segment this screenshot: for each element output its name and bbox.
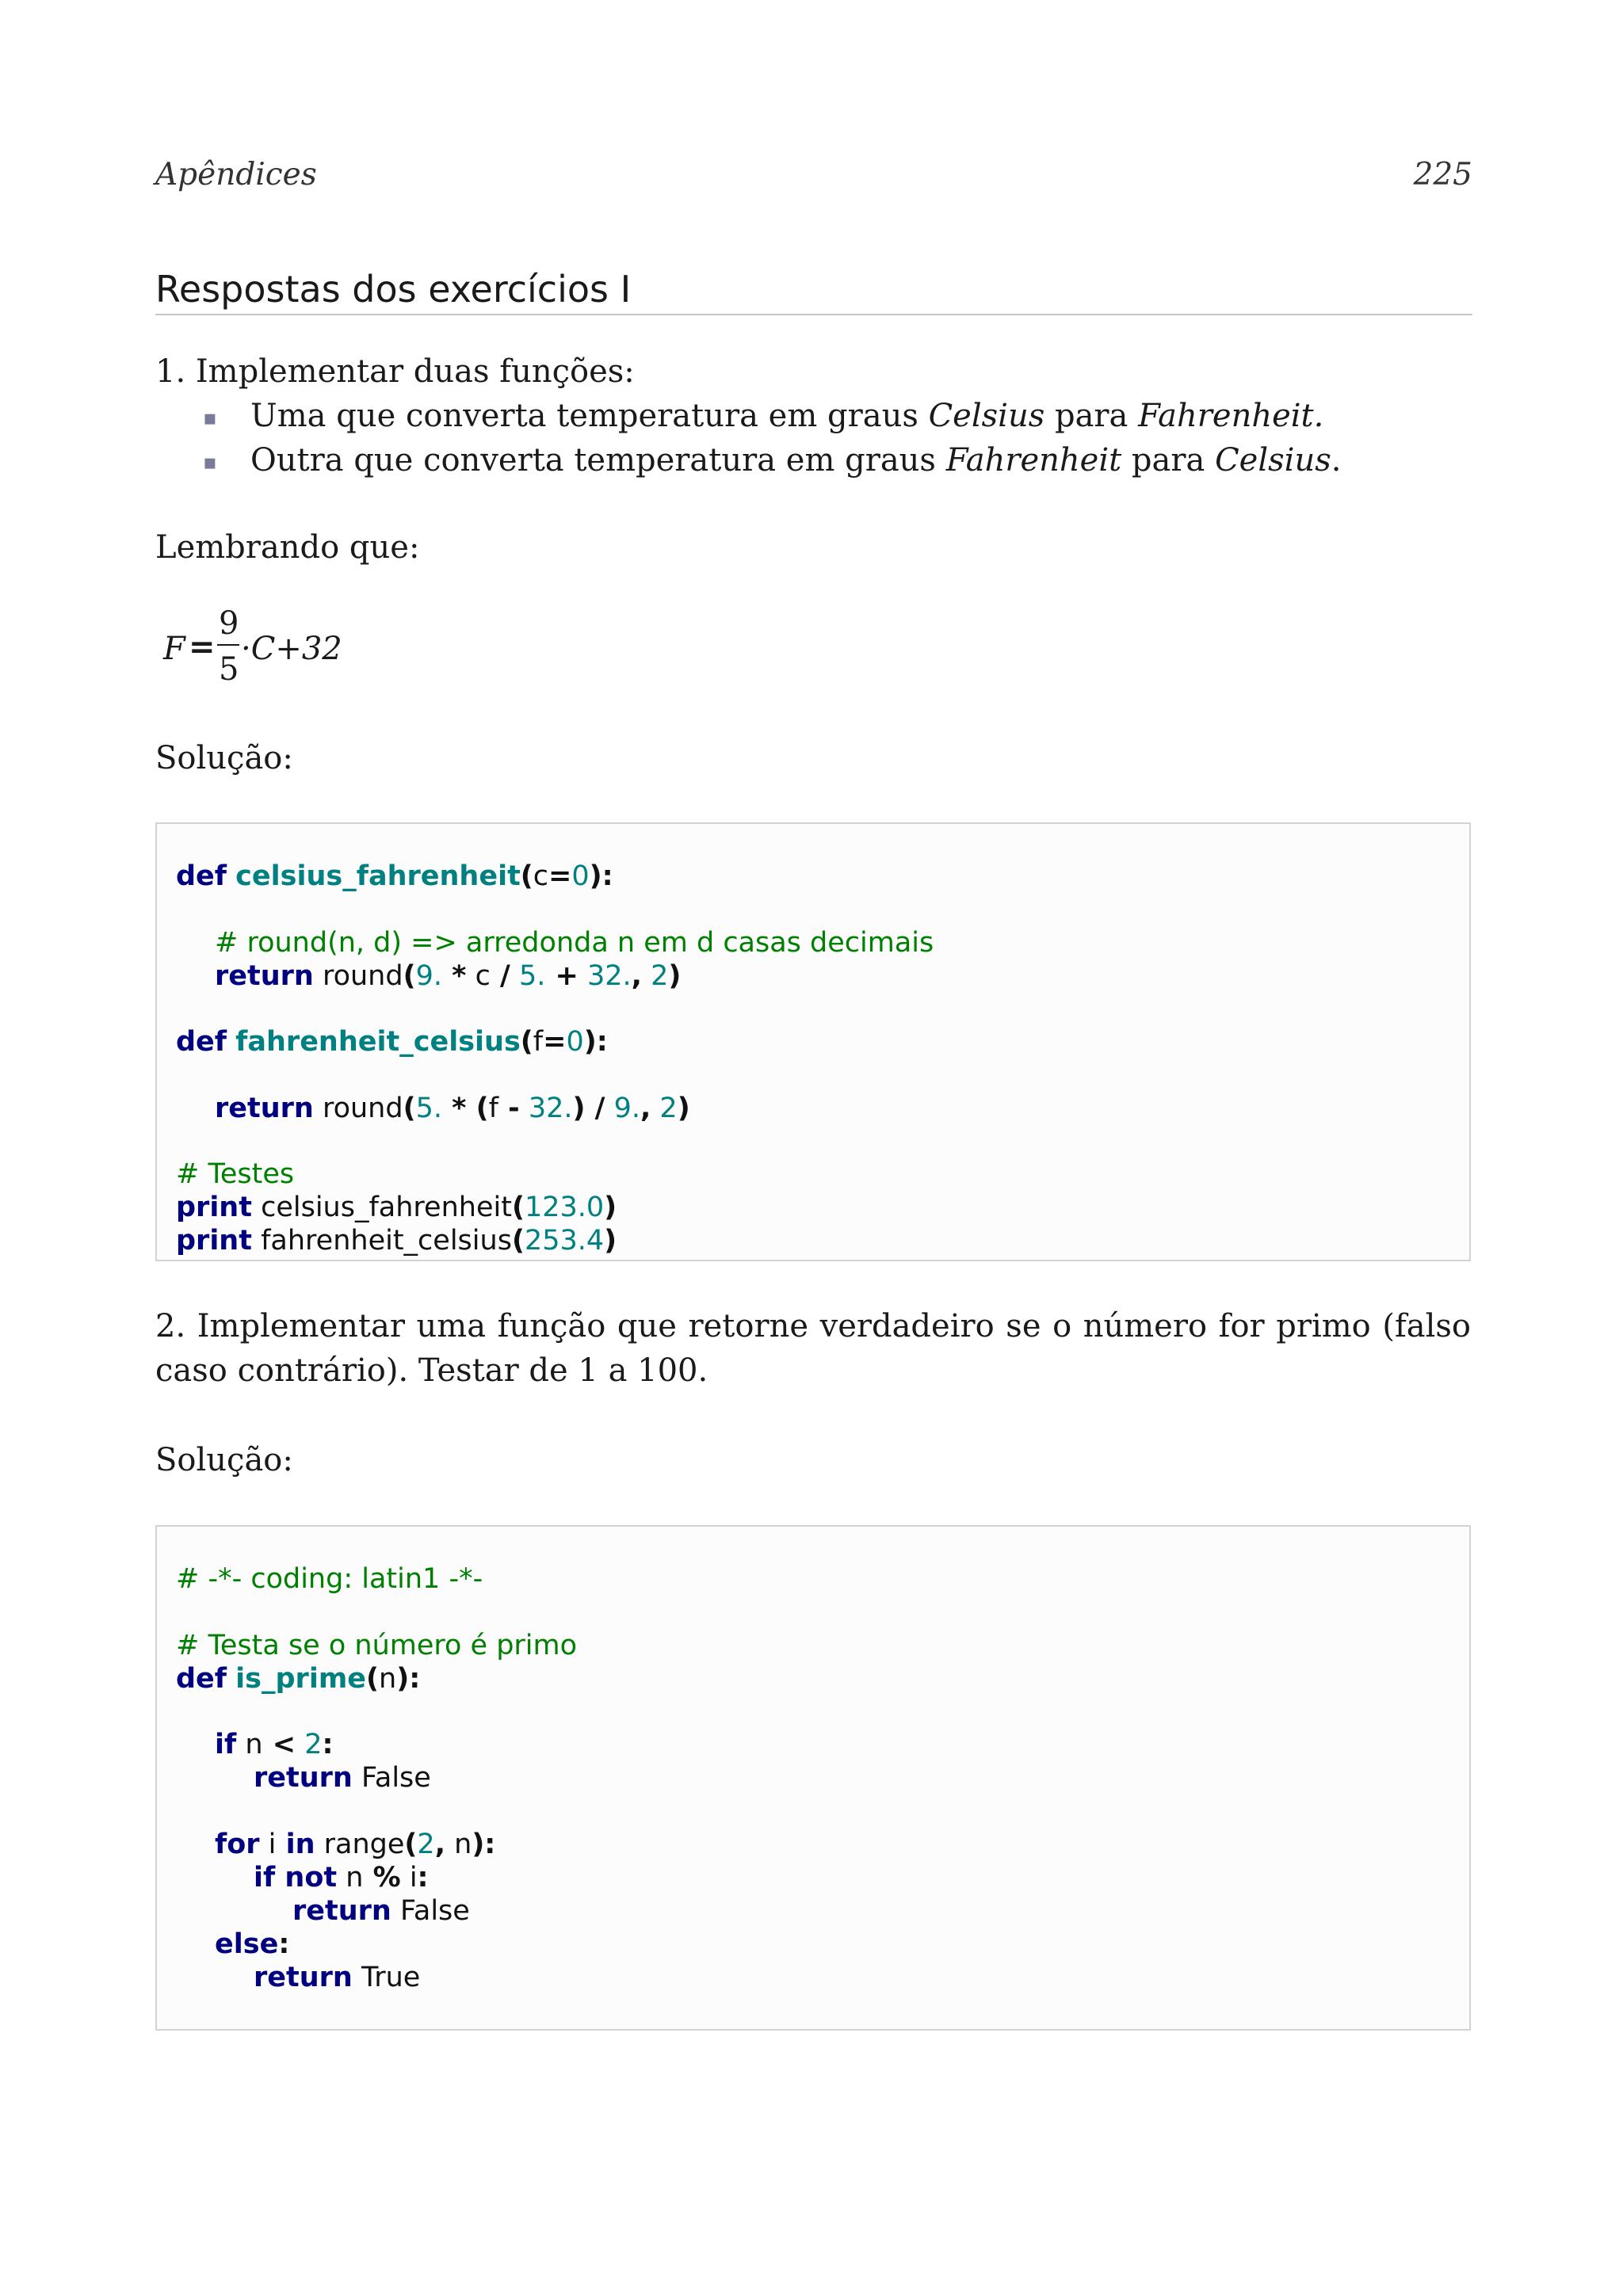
bullet-marker: ▪: [203, 406, 217, 430]
code-line: [215, 1928, 289, 1961]
identifier: i: [259, 1829, 277, 1860]
number: 2: [641, 960, 669, 992]
number: 9.: [605, 1093, 640, 1124]
formula-lhs: F: [163, 631, 185, 667]
identifier: n: [236, 1729, 263, 1760]
identifier: i: [400, 1862, 418, 1894]
keyword: def: [176, 1026, 227, 1058]
keyword: else: [215, 1928, 279, 1960]
code-comment: # Testa se o número é primo: [176, 1630, 578, 1661]
number: 0: [566, 1026, 584, 1058]
title-rule: [155, 314, 1472, 315]
keyword: print: [176, 1225, 252, 1257]
bullet-text: .: [1331, 442, 1342, 479]
identifier: celsius_fahrenheit: [251, 1192, 512, 1223]
operator: -: [498, 1093, 520, 1124]
number: 5.: [415, 1093, 442, 1124]
param: n: [379, 1663, 397, 1695]
bullet-italic: Celsius: [1215, 442, 1331, 479]
number: 9.: [415, 960, 442, 992]
code-line: [176, 1224, 617, 1257]
code-line: [176, 1662, 420, 1695]
number: 32.: [519, 1093, 573, 1124]
identifier: False: [352, 1762, 431, 1794]
keyword: return: [254, 1762, 353, 1794]
code-line: [215, 959, 681, 993]
bullet-italic: Celsius: [928, 398, 1045, 434]
operator: *: [441, 960, 467, 992]
code-line: [176, 1191, 617, 1224]
punct: ): [677, 1093, 690, 1124]
punct: (: [511, 1192, 525, 1223]
code-line: [176, 860, 613, 893]
page-number: 225: [1413, 157, 1472, 193]
keyword: if not: [254, 1862, 338, 1894]
formula-equals: =: [189, 629, 216, 666]
punct: ): [668, 960, 682, 992]
punct: ,: [434, 1829, 445, 1860]
number: 2: [417, 1829, 435, 1860]
punct: (: [366, 1663, 380, 1695]
punct: =: [543, 1026, 567, 1058]
number: 2: [296, 1729, 323, 1760]
keyword: in: [276, 1829, 315, 1860]
keyword: print: [176, 1192, 252, 1223]
identifier: False: [391, 1895, 470, 1927]
punct: :: [278, 1928, 290, 1960]
identifier: n: [445, 1829, 472, 1860]
punct: (: [404, 1829, 418, 1860]
identifier: True: [352, 1962, 421, 1993]
punct: (: [520, 1026, 533, 1058]
formula-rest: ·C+32: [241, 631, 342, 667]
bullet-italic: Fahrenheit.: [1138, 398, 1324, 434]
operator: ) /: [572, 1093, 605, 1124]
code-line: [254, 1961, 420, 1994]
bullet-text: para: [1044, 398, 1139, 434]
identifier: n: [337, 1862, 364, 1894]
bullet-italic: Fahrenheit: [945, 442, 1122, 479]
punct: (: [403, 1093, 416, 1124]
punct: ,: [631, 960, 642, 992]
punct: :: [417, 1862, 429, 1894]
fraction-bar: [217, 644, 239, 646]
keyword: return: [215, 1093, 314, 1124]
keyword: def: [176, 1663, 227, 1695]
bullet-text: Uma que converta temperatura em graus: [250, 398, 929, 434]
section-title: Respostas dos exercícios I: [155, 268, 632, 311]
operator: * (: [441, 1093, 489, 1124]
keyword: return: [292, 1895, 391, 1927]
number: 253.4: [524, 1225, 605, 1257]
bullet-item-2: [203, 442, 1341, 479]
code-block-2: [155, 1525, 1471, 2031]
param: f: [533, 1026, 544, 1058]
punct: (: [520, 860, 533, 892]
number: 0: [571, 860, 590, 892]
formula-denominator: 5: [219, 651, 239, 688]
number: 32.: [578, 960, 632, 992]
solution-label-2: Solução:: [155, 1442, 293, 1478]
identifier: fahrenheit_celsius: [251, 1225, 512, 1257]
punct: ,: [640, 1093, 651, 1124]
punct: ):: [472, 1829, 496, 1860]
identifier: round: [313, 960, 403, 992]
number: 5.: [510, 960, 546, 992]
code-line: [254, 1861, 429, 1894]
number: 123.0: [524, 1192, 605, 1223]
keyword: if: [215, 1729, 237, 1760]
code-line: [215, 1092, 690, 1125]
bullet-text: para: [1121, 442, 1216, 479]
identifier: round: [313, 1093, 403, 1124]
keyword: def: [176, 860, 227, 892]
identifier: f: [488, 1093, 498, 1124]
punct: =: [548, 860, 572, 892]
code-line: [254, 1761, 431, 1794]
solution-label-1: Solução:: [155, 740, 293, 776]
formula: [163, 605, 353, 697]
identifier: c: [466, 960, 491, 992]
bullet-text: Outra que converta temperatura em graus: [250, 442, 946, 479]
reminder-text: Lembrando que:: [155, 529, 420, 566]
punct: :: [322, 1729, 334, 1760]
operator: /: [490, 960, 510, 992]
bullet-marker: ▪: [203, 451, 217, 475]
punct: (: [403, 960, 416, 992]
formula-numerator: 9: [219, 605, 239, 642]
function-name: is_prime: [235, 1663, 367, 1695]
code-line: [176, 1025, 608, 1058]
operator: +: [545, 960, 579, 992]
identifier: range: [315, 1829, 405, 1860]
code-line: [215, 1828, 495, 1861]
code-block-1: [155, 822, 1471, 1261]
punct: ):: [583, 1026, 608, 1058]
keyword: return: [254, 1962, 353, 1993]
code-line: [292, 1894, 470, 1928]
bullet-item-1: [203, 398, 1323, 434]
code-comment: # Testes: [176, 1158, 295, 1190]
punct: ): [604, 1192, 617, 1223]
code-comment: # round(n, d) => arredonda n em d casas decimais: [215, 927, 934, 959]
exercise-2-text: 2. Implementar uma função que retorne verdadeiro se o número for primo (falso caso contrário). Testar de 1 a 100.: [155, 1308, 1471, 1389]
punct: ):: [396, 1663, 421, 1695]
operator: %: [363, 1862, 401, 1894]
function-name: fahrenheit_celsius: [235, 1026, 521, 1058]
code-comment: # -*- coding: latin1 -*-: [176, 1563, 483, 1595]
param: c: [533, 860, 549, 892]
function-name: celsius_fahrenheit: [235, 860, 521, 892]
keyword: for: [215, 1829, 260, 1860]
exercise-1-heading: 1. Implementar duas funções:: [155, 353, 635, 390]
punct: (: [511, 1225, 525, 1257]
running-header-section: Apêndices: [155, 157, 317, 193]
keyword: return: [215, 960, 314, 992]
code-line: [215, 1728, 333, 1761]
punct: ): [604, 1225, 617, 1257]
number: 2: [651, 1093, 678, 1124]
punct: ):: [589, 860, 613, 892]
operator: <: [262, 1729, 296, 1760]
